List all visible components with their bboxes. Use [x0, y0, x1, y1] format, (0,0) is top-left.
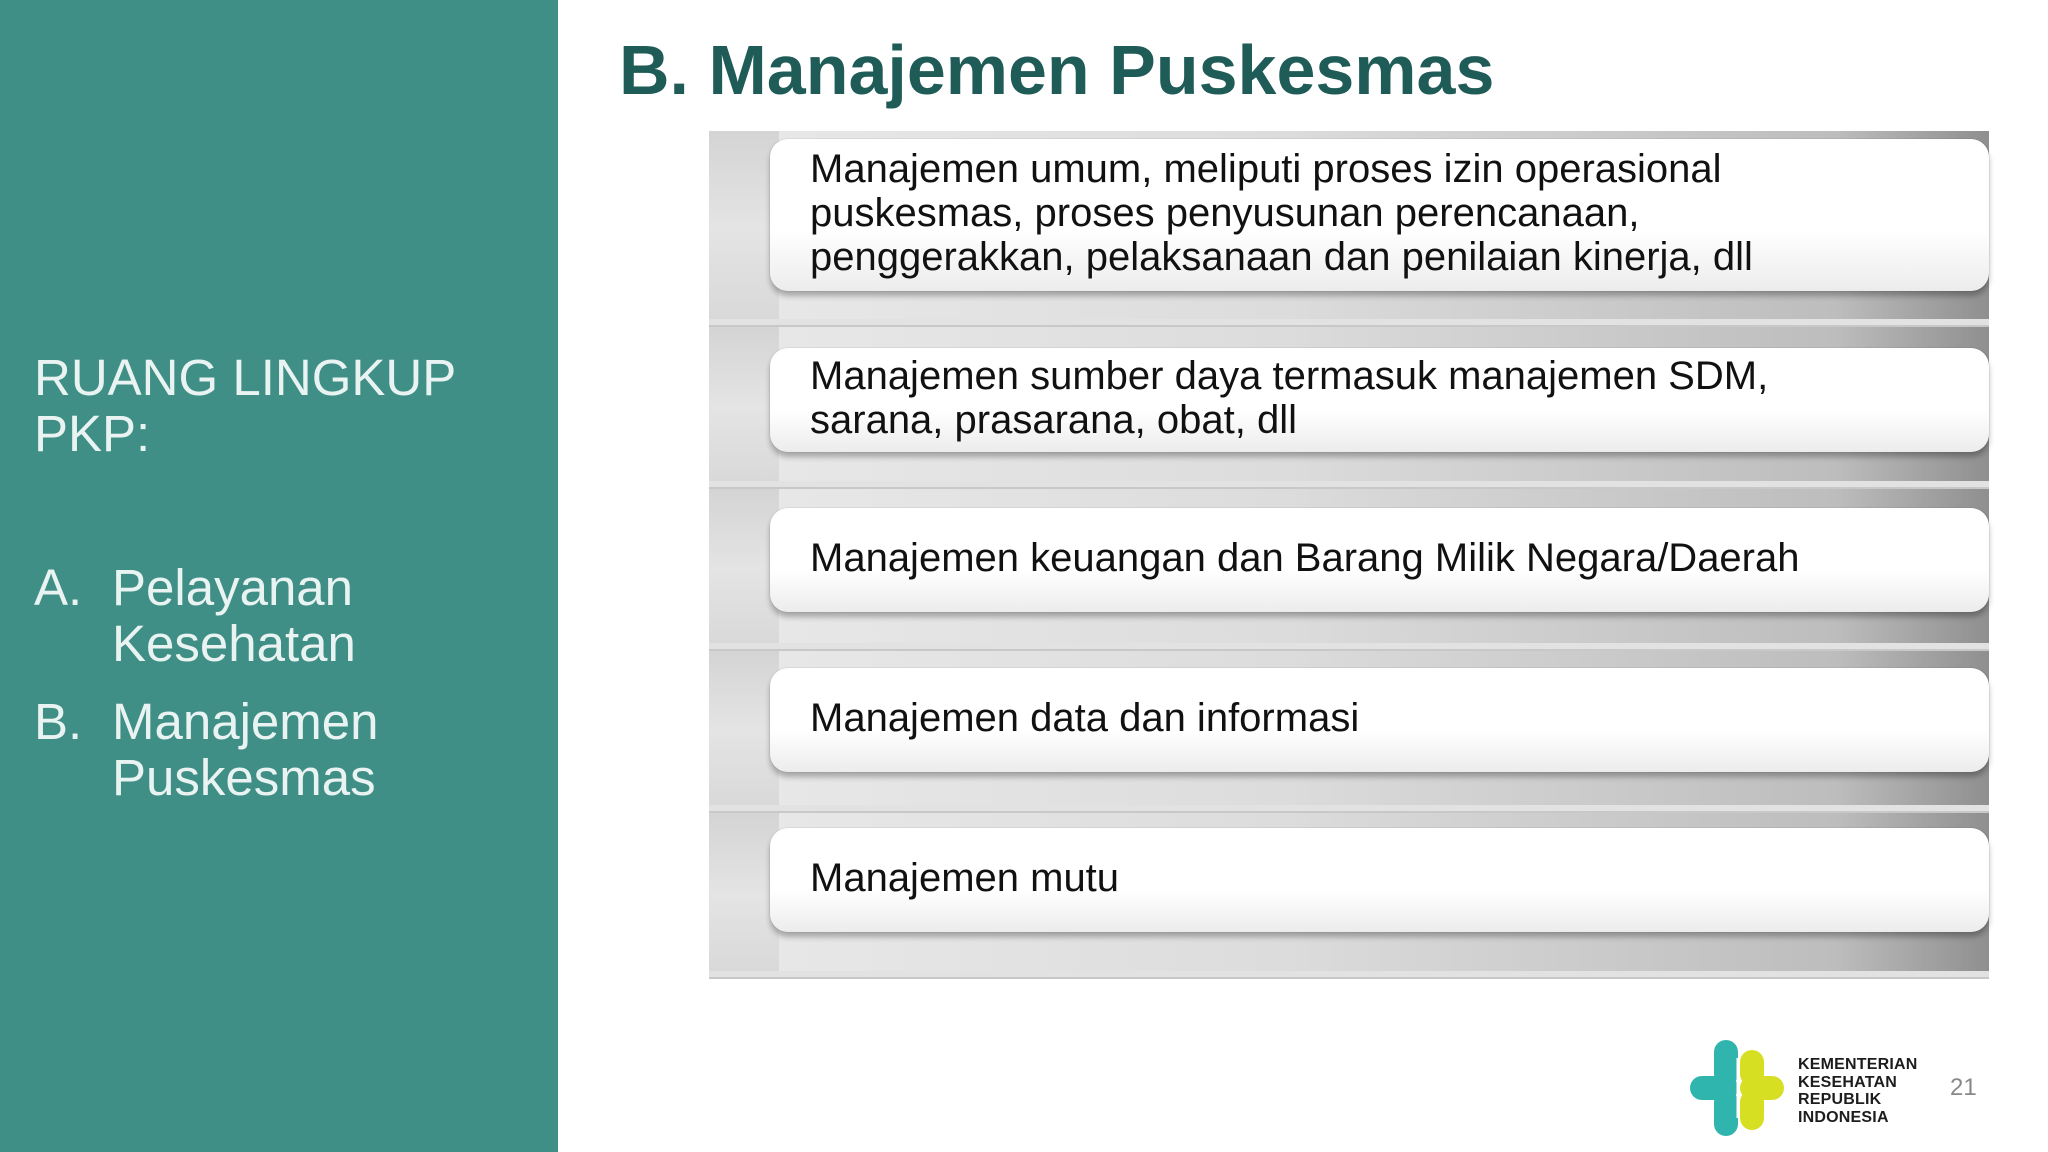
list-item-manajemen-umum [770, 139, 1989, 291]
logo-text-line: KESEHATAN [1798, 1073, 1897, 1091]
sidebar-panel [0, 0, 558, 1152]
list-item-line: Manajemen data dan informasi [810, 696, 1360, 740]
list-item-text [810, 856, 1119, 900]
logo-text-line: REPUBLIK [1798, 1091, 1882, 1108]
list-item-text [810, 536, 1800, 580]
sidebar-title [34, 350, 534, 462]
list-item-text [810, 147, 1753, 279]
list-item-manajemen-sumber-daya [770, 348, 1989, 452]
list-item-line: sarana, prasarana, obat, dll [810, 398, 1297, 442]
list-item-line: Manajemen mutu [810, 856, 1120, 900]
list-item-manajemen-mutu [770, 828, 1989, 932]
agenda-item-pelayanan-kesehatan [34, 560, 534, 672]
list-item-line: Manajemen sumber daya termasuk manajemen SDM, [810, 354, 1769, 398]
list-item-line: penggerakkan, pelaksanaan dan penilaian kinerja, dll [810, 235, 1753, 279]
agenda-item-text [112, 694, 534, 806]
list-item-line: Manajemen umum, meliputi proses izin operasional [810, 147, 1722, 191]
agenda-item-line: Manajemen [112, 693, 379, 750]
sidebar-title-line-2: PKP: [34, 405, 151, 462]
sidebar-title-line-1: RUANG LINGKUP [34, 349, 457, 406]
management-list [709, 131, 1989, 979]
list-item-text [810, 696, 1359, 740]
agenda-item-line: Pelayanan [112, 559, 354, 616]
logo-text-line: KEMENTERIAN [1798, 1056, 1918, 1073]
kemenkes-logo-icon [1688, 1038, 1788, 1138]
kemenkes-logo-text [1798, 1056, 1918, 1126]
page-number: 21 [1950, 1074, 1977, 1101]
list-item-manajemen-keuangan [770, 508, 1989, 612]
list-item-line: puskesmas, proses penyusunan perencanaan, [810, 191, 1640, 235]
agenda-item-letter: B. [34, 693, 83, 750]
kemenkes-logo [1688, 1038, 1948, 1138]
list-item-text [810, 354, 1768, 442]
agenda-item-line: Puskesmas [112, 749, 376, 806]
agenda-item-line: Kesehatan [112, 615, 356, 672]
agenda-item-letter: A. [34, 559, 83, 616]
agenda-item-text [112, 560, 534, 672]
slide-title: B. Manajemen Puskesmas [619, 31, 1495, 109]
list-item-manajemen-data [770, 668, 1989, 772]
logo-text-line: INDONESIA [1798, 1108, 1889, 1126]
agenda-item-manajemen-puskesmas [34, 694, 534, 806]
agenda-list [34, 560, 534, 828]
list-item-line: Manajemen keuangan dan Barang Milik Negara/Daerah [810, 536, 1800, 580]
